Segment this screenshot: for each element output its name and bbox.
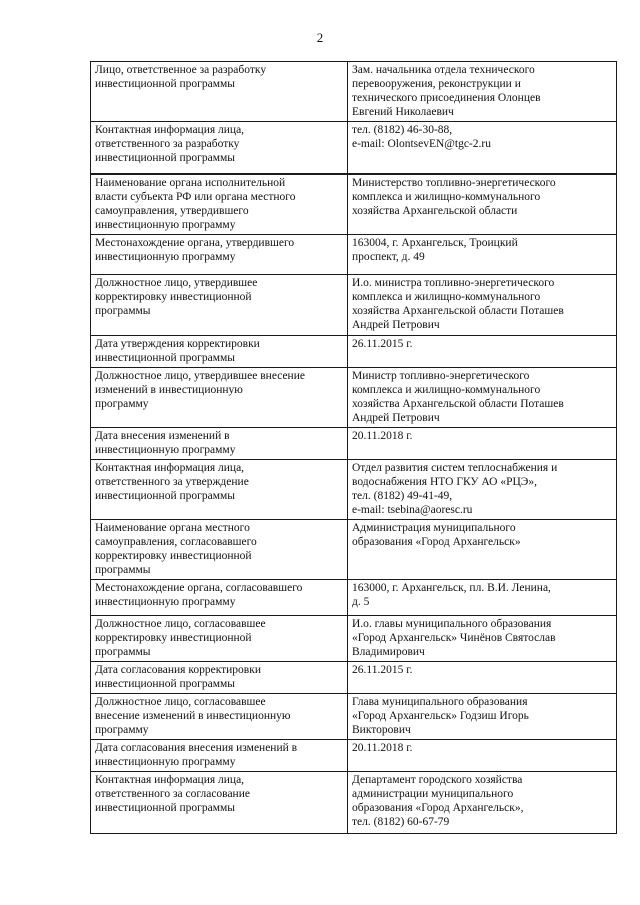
table-row xyxy=(91,615,617,661)
row-value: Министерство топливно-энергетического комплекса и жилищно-коммунального хозяйства Архангельской области xyxy=(348,174,617,235)
row-label: Должностное лицо, согласовавшее корректировку инвестиционной программы xyxy=(91,615,348,661)
page-number: 2 xyxy=(316,30,324,45)
row-value: 163000, г. Архангельск, пл. В.И. Ленина, д. 5 xyxy=(348,579,617,615)
row-value: И.о. главы муниципального образования «Город Архангельск» Чинёнов Святослав Владимирович xyxy=(348,615,617,661)
table-body xyxy=(91,62,617,834)
table-row xyxy=(91,693,617,739)
row-value: Отдел развития систем теплоснабжения и водоснабжения НТО ГКУ АО «РЦЭ», тел. (8182) 49-41-49, e-mail: tsebina@aoresc.ru xyxy=(348,459,617,519)
row-value: Департамент городского хозяйства администрации муниципального образования «Город Архангельск», тел. (8182) 60-67-79 xyxy=(348,771,617,833)
row-value: 20.11.2018 г. xyxy=(348,427,617,459)
table-row xyxy=(91,427,617,459)
table-row xyxy=(91,234,617,274)
table-row xyxy=(91,459,617,519)
table-row xyxy=(91,661,617,693)
row-value: 163004, г. Архангельск, Троицкий проспект, д. 49 xyxy=(348,234,617,274)
table-row xyxy=(91,579,617,615)
row-label: Контактная информация лица, ответственного за разработку инвестиционной программы xyxy=(91,122,348,174)
table-row xyxy=(91,367,617,427)
table-row xyxy=(91,122,617,174)
row-label: Дата внесения изменений в инвестиционную программу xyxy=(91,427,348,459)
table-row xyxy=(91,274,617,335)
row-value: И.о. министра топливно-энергетического комплекса и жилищно-коммунального хозяйства Архангельской области Поташев Андрей Петрович xyxy=(348,274,617,335)
table-row xyxy=(91,519,617,579)
table-row xyxy=(91,335,617,367)
row-label: Дата утверждения корректировки инвестиционной программы xyxy=(91,335,348,367)
table-row xyxy=(91,739,617,771)
row-label: Местонахождение органа, утвердившего инвестиционную программу xyxy=(91,234,348,274)
table-row xyxy=(91,174,617,235)
row-label: Лицо, ответственное за разработку инвестиционной программы xyxy=(91,62,348,122)
row-label: Контактная информация лица, ответственного за согласование инвестиционной программы xyxy=(91,771,348,833)
row-label: Наименование органа исполнительной власти субъекта РФ или органа местного самоуправления, утвердившего инвестиционную программу xyxy=(91,174,348,235)
row-value: Зам. начальника отдела технического перевооружения, реконструкции и технического присоединения Олонцев Евгений Николаевич xyxy=(348,62,617,122)
table-row xyxy=(91,771,617,833)
row-value: 26.11.2015 г. xyxy=(348,661,617,693)
row-label: Контактная информация лица, ответственного за утверждение инвестиционной программы xyxy=(91,459,348,519)
row-value: Министр топливно-энергетического комплекса и жилищно-коммунального хозяйства Архангельской области Поташев Андрей Петрович xyxy=(348,367,617,427)
row-value: Администрация муниципального образования «Город Архангельск» xyxy=(348,519,617,579)
investment-program-info-table xyxy=(90,61,617,834)
row-value: Глава муниципального образования «Город Архангельск» Годзиш Игорь Викторович xyxy=(348,693,617,739)
row-value: 26.11.2015 г. xyxy=(348,335,617,367)
table-row xyxy=(91,62,617,122)
row-label: Дата согласования внесения изменений в инвестиционную программу xyxy=(91,739,348,771)
row-label: Дата согласования корректировки инвестиционной программы xyxy=(91,661,348,693)
row-label: Должностное лицо, согласовавшее внесение изменений в инвестиционную программу xyxy=(91,693,348,739)
row-label: Должностное лицо, утвердившее корректировку инвестиционной программы xyxy=(91,274,348,335)
row-label: Должностное лицо, утвердившее внесение изменений в инвестиционную программу xyxy=(91,367,348,427)
row-label: Местонахождение органа, согласовавшего инвестиционную программу xyxy=(91,579,348,615)
row-label: Наименование органа местного самоуправления, согласовавшего корректировку инвестиционной программы xyxy=(91,519,348,579)
row-value: тел. (8182) 46-30-88, e-mail: OlontsevEN@tgc-2.ru xyxy=(348,122,617,174)
row-value: 20.11.2018 г. xyxy=(348,739,617,771)
